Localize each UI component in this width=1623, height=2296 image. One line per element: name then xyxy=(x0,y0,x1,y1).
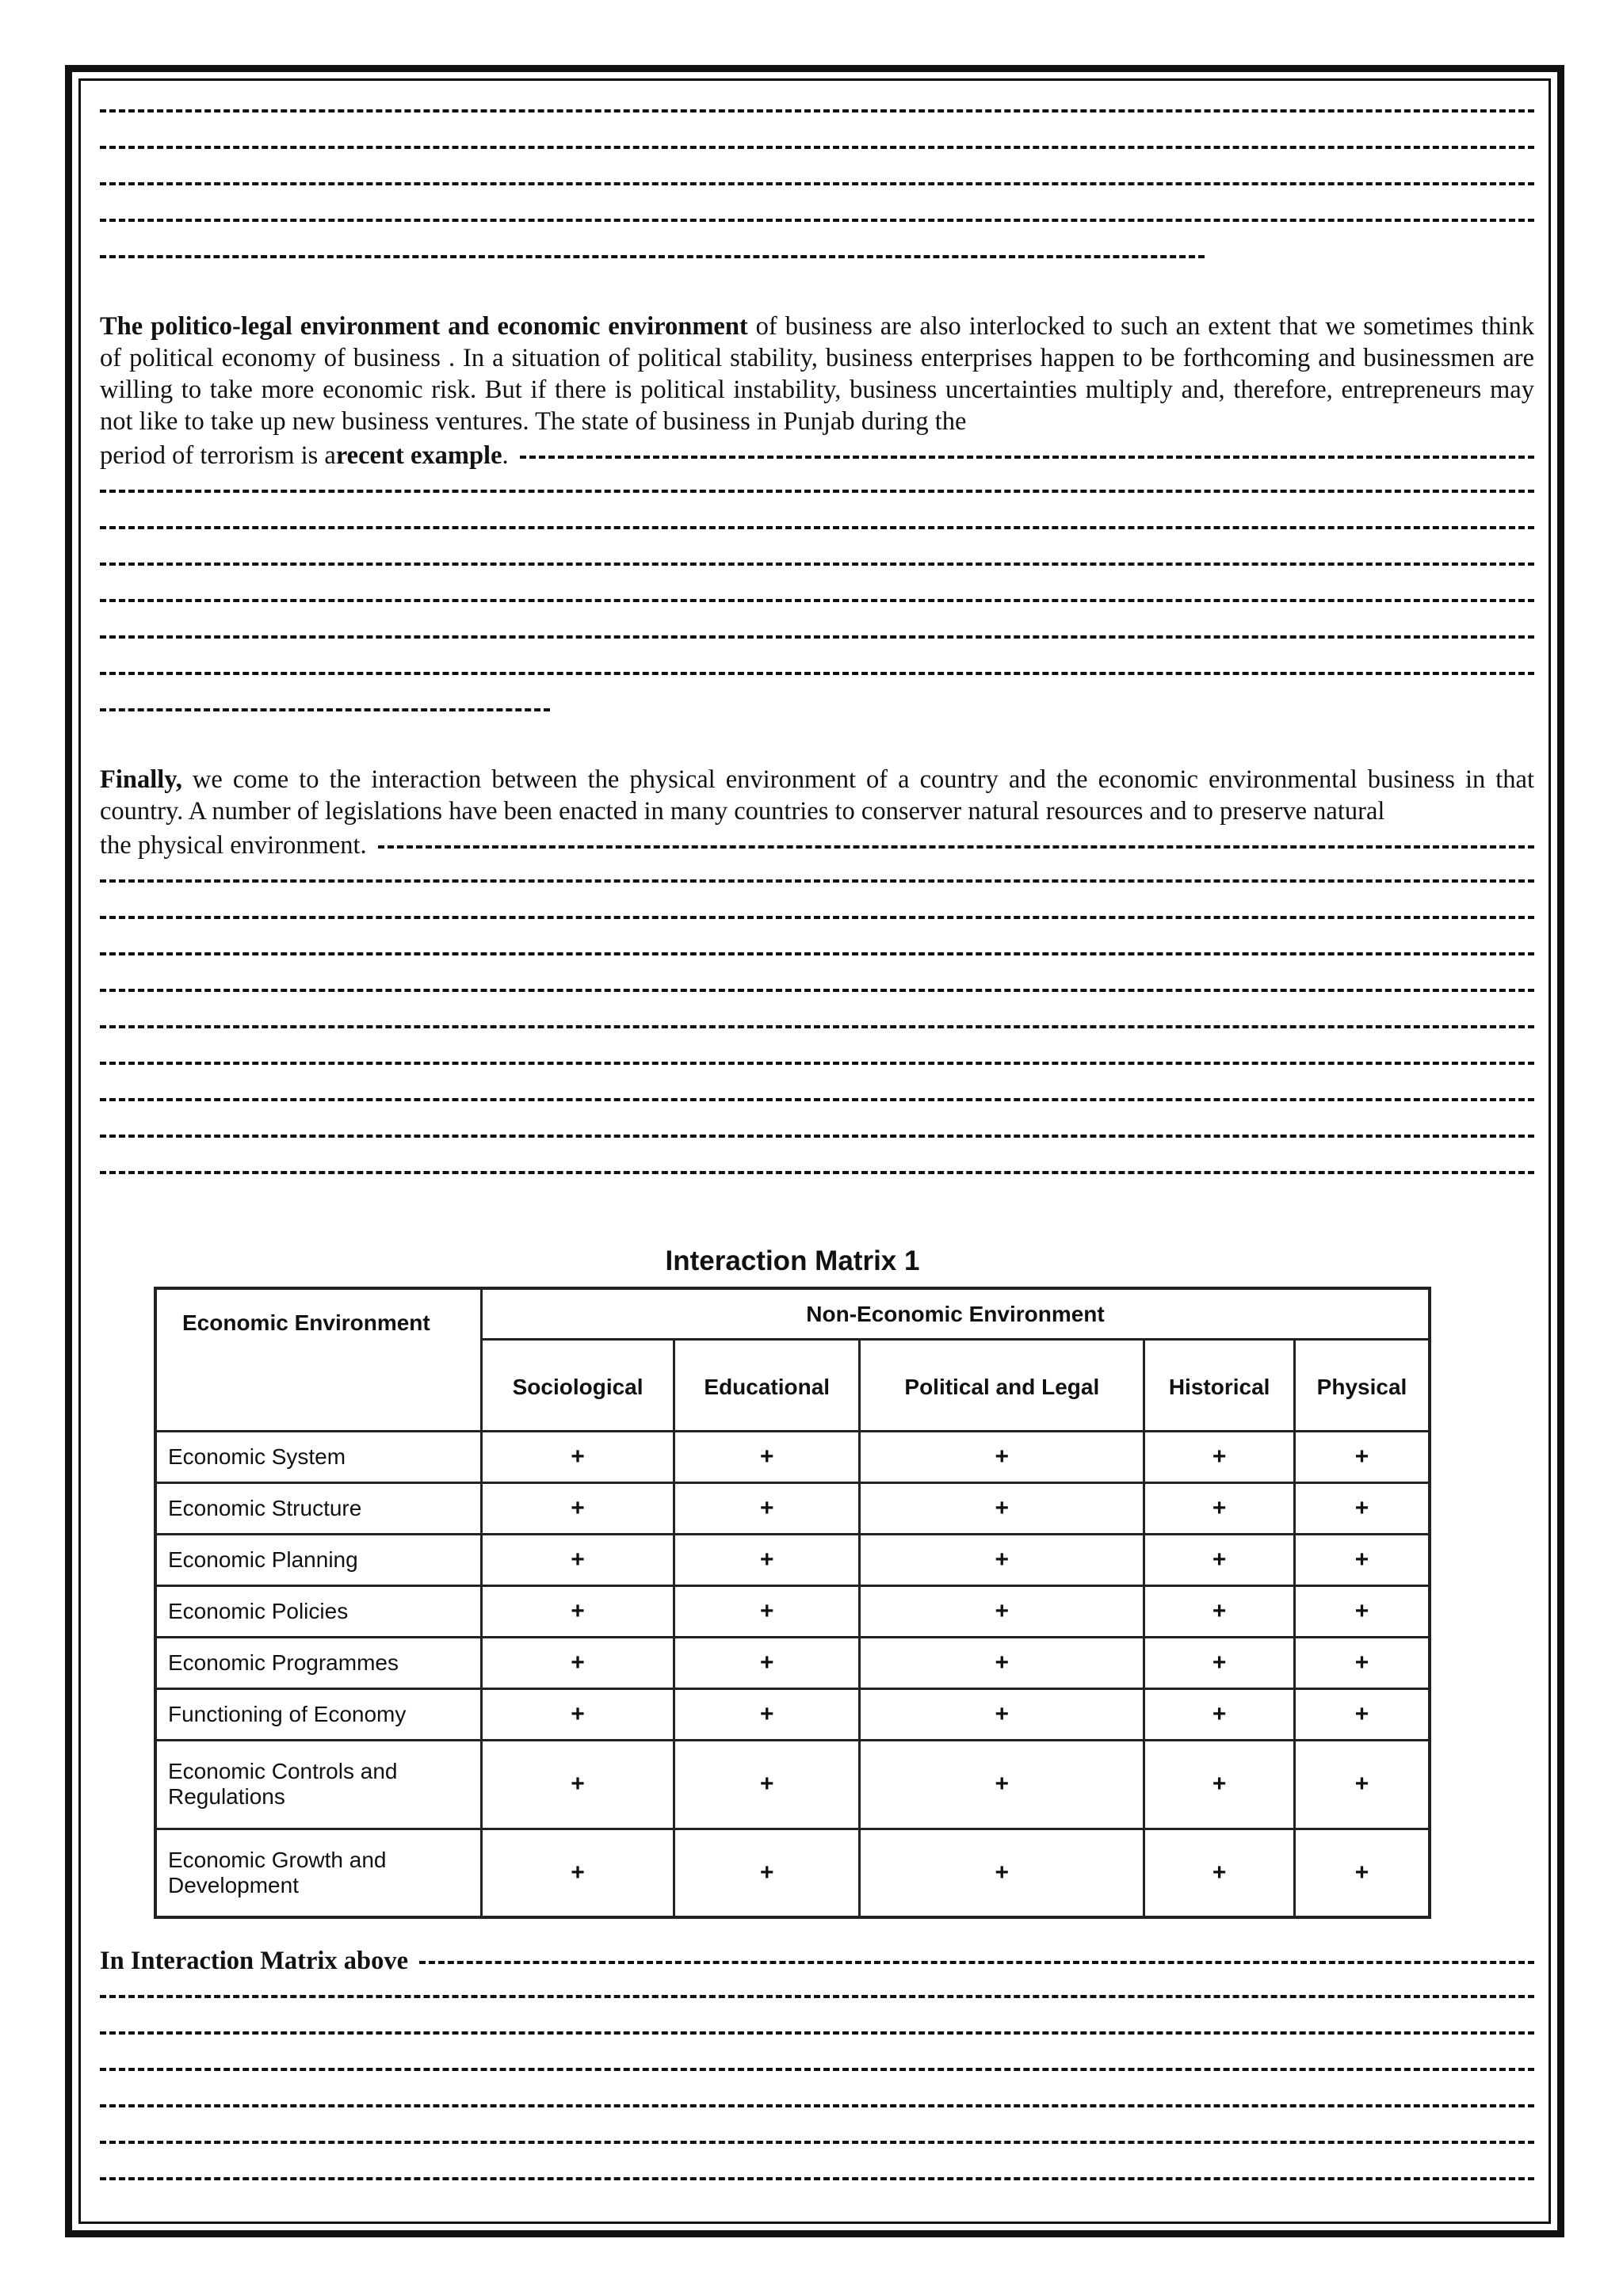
matrix-row xyxy=(155,1431,1430,1482)
matrix-cell: + xyxy=(674,1637,860,1688)
matrix-cell: + xyxy=(674,1829,860,1917)
matrix-cell: + xyxy=(1144,1688,1295,1740)
answer-line xyxy=(100,166,1534,203)
matrix-cell: + xyxy=(674,1688,860,1740)
matrix-cell: + xyxy=(1295,1829,1430,1917)
matrix-cell: + xyxy=(1144,1740,1295,1829)
matrix-cell: + xyxy=(674,1585,860,1637)
answer-line xyxy=(100,864,1534,900)
matrix-cell: + xyxy=(482,1688,674,1740)
answer-line xyxy=(100,474,1534,510)
matrix-cell: + xyxy=(1295,1637,1430,1688)
paragraph-text: we come to the interaction between the physical environment of a country and the economic environmental business in that country. A number of legislations have been enacted in many countries to conserver natural resources and to preserve natural xyxy=(100,765,1534,826)
paragraph-politico-legal xyxy=(100,311,1534,437)
row-label: Economic Policies xyxy=(155,1585,482,1637)
paragraph-text: the physical environment. xyxy=(100,830,367,860)
matrix-cell: + xyxy=(674,1740,860,1829)
matrix-cell: + xyxy=(482,1829,674,1917)
matrix-cell: + xyxy=(1144,1431,1295,1482)
answer-line xyxy=(378,845,1534,849)
paragraph-emphasis: recent example xyxy=(335,441,502,470)
column-header: Physical xyxy=(1295,1340,1430,1432)
matrix-row xyxy=(155,1688,1430,1740)
matrix-cell: + xyxy=(860,1637,1144,1688)
group-header: Non-Economic Environment xyxy=(482,1288,1430,1340)
answer-line xyxy=(100,510,1534,547)
row-label: Economic System xyxy=(155,1431,482,1482)
paragraph-last-line xyxy=(100,827,1534,864)
paragraph-lead: Finally, xyxy=(100,765,182,794)
answer-line xyxy=(100,1009,1534,1046)
matrix-row xyxy=(155,1534,1430,1585)
paragraph-text: of business are also interlocked to such an extent that we sometimes think of political economy of business . In a situation of political stability, business enterprises happen to be forthcoming and businessmen are willing to take more economic risk. But if there is political instability, business uncertainties multiply and, therefore, entrepreneurs may not like to take up new business ventures. The state of business in Punjab during the xyxy=(100,312,1534,436)
matrix-row xyxy=(155,1482,1430,1534)
answer-line xyxy=(419,1961,1534,1964)
matrix-title: Interaction Matrix 1 xyxy=(665,1245,920,1276)
matrix-cell: + xyxy=(860,1534,1144,1585)
column-header: Sociological xyxy=(482,1340,674,1432)
paragraph-text: period of terrorism is a xyxy=(100,441,336,470)
matrix-row xyxy=(155,1637,1430,1688)
matrix-body xyxy=(155,1431,1430,1917)
row-label: Economic Programmes xyxy=(155,1637,482,1688)
matrix-cell: + xyxy=(1295,1534,1430,1585)
answer-line xyxy=(100,1046,1534,1082)
column-header: Educational xyxy=(674,1340,860,1432)
row-label: Economic Growth and Development xyxy=(155,1829,482,1917)
paragraph-physical xyxy=(100,764,1534,827)
answer-line xyxy=(520,456,1534,459)
matrix-row xyxy=(155,1829,1430,1917)
answer-lines-politico xyxy=(100,474,1534,729)
answer-line xyxy=(100,973,1534,1009)
matrix-header-row xyxy=(155,1288,1430,1340)
answer-line xyxy=(100,620,1534,656)
paragraph-text: . xyxy=(502,441,509,470)
answer-line xyxy=(100,656,1534,692)
answer-line xyxy=(100,2088,1534,2125)
matrix-cell: + xyxy=(1295,1431,1430,1482)
matrix-row xyxy=(155,1740,1430,1829)
matrix-cell: + xyxy=(860,1688,1144,1740)
answer-line xyxy=(100,547,1534,583)
matrix-cell: + xyxy=(860,1482,1144,1534)
matrix-cell: + xyxy=(482,1534,674,1585)
row-label: Economic Structure xyxy=(155,1482,482,1534)
matrix-cell: + xyxy=(860,1585,1144,1637)
row-label: Economic Planning xyxy=(155,1534,482,1585)
answer-line xyxy=(100,2125,1534,2161)
answer-line xyxy=(100,583,1534,620)
answer-lines-physical xyxy=(100,864,1534,1192)
matrix-discussion xyxy=(100,1943,1534,2198)
row-label: Economic Controls and Regulations xyxy=(155,1740,482,1829)
answer-line xyxy=(100,692,550,729)
document-body xyxy=(100,93,1534,1192)
answer-line xyxy=(100,936,1534,973)
answer-line xyxy=(100,1119,1534,1155)
matrix-cell: + xyxy=(1144,1534,1295,1585)
matrix-cell: + xyxy=(1295,1740,1430,1829)
paragraph-lead: The politico-legal environment and economic environment xyxy=(100,312,748,341)
matrix-cell: + xyxy=(860,1829,1144,1917)
matrix-cell: + xyxy=(674,1431,860,1482)
answer-line xyxy=(100,1979,1534,2016)
matrix-cell: + xyxy=(860,1431,1144,1482)
answer-line xyxy=(100,130,1534,166)
answer-line xyxy=(100,900,1534,936)
matrix-cell: + xyxy=(1144,1482,1295,1534)
matrix-row xyxy=(155,1585,1430,1637)
matrix-cell: + xyxy=(1295,1688,1430,1740)
row-label: Functioning of Economy xyxy=(155,1688,482,1740)
matrix-cell: + xyxy=(674,1534,860,1585)
paragraph-last-line xyxy=(100,437,1534,474)
matrix-cell: + xyxy=(1144,1585,1295,1637)
matrix-cell: + xyxy=(482,1431,674,1482)
matrix-cell: + xyxy=(482,1585,674,1637)
column-header: Historical xyxy=(1144,1340,1295,1432)
matrix-cell: + xyxy=(1295,1482,1430,1534)
interaction-matrix xyxy=(154,1287,1431,1919)
answer-lines-top xyxy=(100,93,1534,276)
answer-line xyxy=(100,2161,1534,2198)
answer-line xyxy=(100,239,1205,276)
matrix-cell: + xyxy=(674,1482,860,1534)
corner-header: Economic Environment xyxy=(155,1288,482,1431)
answer-line xyxy=(100,1082,1534,1119)
column-header: Political and Legal xyxy=(860,1340,1144,1432)
answer-line xyxy=(100,1155,1534,1192)
matrix-cell: + xyxy=(482,1740,674,1829)
answer-line xyxy=(100,203,1534,239)
answer-line xyxy=(100,2052,1534,2088)
answer-line xyxy=(100,2016,1534,2052)
matrix-cell: + xyxy=(1144,1829,1295,1917)
matrix-cell: + xyxy=(482,1637,674,1688)
matrix-cell: + xyxy=(482,1482,674,1534)
matrix-cell: + xyxy=(1295,1585,1430,1637)
caption-line xyxy=(100,1943,1534,1979)
matrix-cell: + xyxy=(860,1740,1144,1829)
matrix-caption: In Interaction Matrix above xyxy=(100,1946,409,1975)
matrix-cell: + xyxy=(1144,1637,1295,1688)
answer-line xyxy=(100,93,1534,130)
